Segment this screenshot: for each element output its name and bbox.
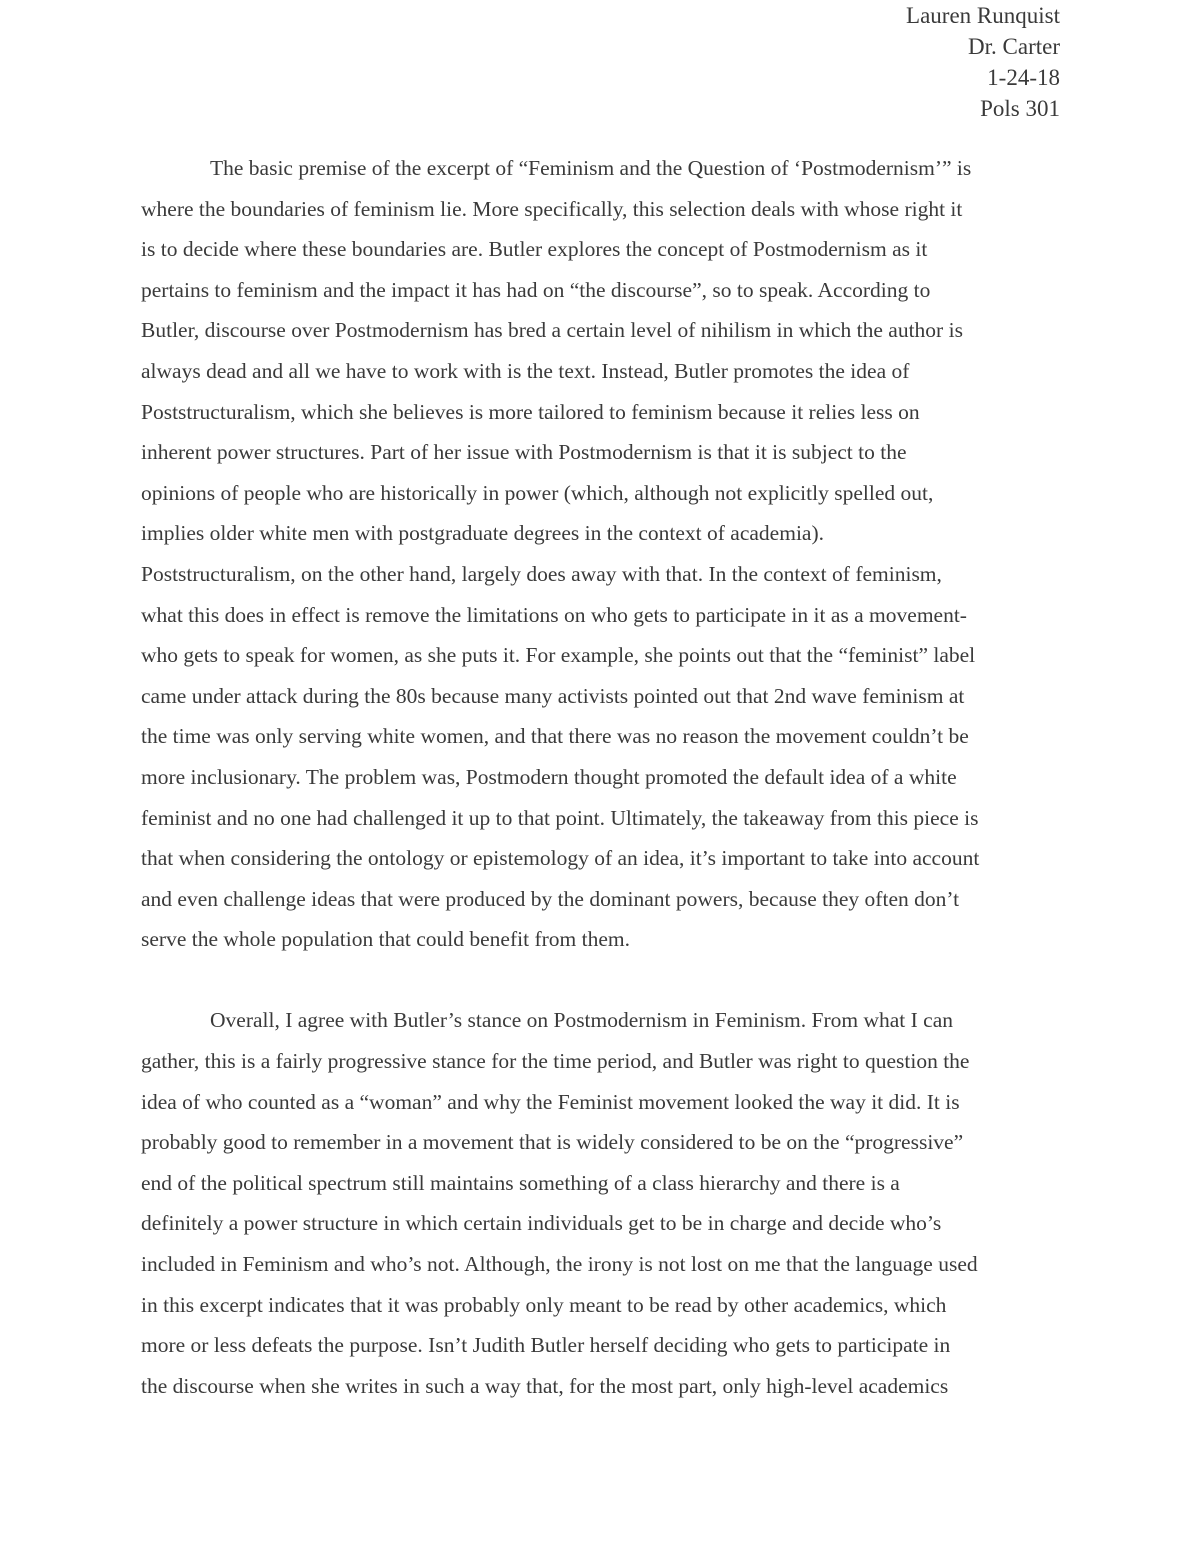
text-line: included in Feminism and who’s not. Although, the irony is not lost on me that the language used: [141, 1252, 978, 1277]
text-line: that when considering the ontology or epistemology of an idea, it’s important to take into account: [141, 846, 980, 871]
text-line: always dead and all we have to work with is the text. Instead, Butler promotes the idea of: [141, 358, 910, 383]
course-code: Pols 301: [980, 96, 1060, 121]
text-line: implies older white men with postgraduate degrees in the context of academia).: [141, 521, 824, 546]
text-line: end of the political spectrum still maintains something of a class hierarchy and there is a: [141, 1170, 900, 1195]
text-line: Poststructuralism, on the other hand, largely does away with that. In the context of feminism,: [141, 561, 942, 586]
text-line: gather, this is a fairly progressive stance for the time period, and Butler was right to question the: [141, 1049, 970, 1074]
essay-body: [141, 148, 1061, 1406]
paragraph-1: [141, 148, 1061, 960]
text-line: came under attack during the 80s because many activists pointed out that 2nd wave feminism at: [141, 683, 965, 708]
text-line: Butler, discourse over Postmodernism has bred a certain level of nihilism in which the author is: [141, 318, 963, 343]
text-line: pertains to feminism and the impact it has had on “the discourse”, so to speak. According to: [141, 277, 931, 302]
text-line: is to decide where these boundaries are. Butler explores the concept of Postmodernism as it: [141, 237, 928, 262]
text-line: the discourse when she writes in such a way that, for the most part, only high-level academics: [141, 1373, 949, 1398]
paragraph-2: [141, 1000, 1061, 1406]
text-line: inherent power structures. Part of her issue with Postmodernism is that it is subject to the: [141, 440, 907, 465]
text-line: the time was only serving white women, and that there was no reason the movement couldn’t be: [141, 724, 969, 749]
text-line: Poststructuralism, which she believes is more tailored to feminism because it relies less on: [141, 399, 920, 424]
instructor-name: Dr. Carter: [968, 34, 1060, 59]
text-line: opinions of people who are historically in power (which, although not explicitly spelled out,: [141, 480, 934, 505]
text-line: The basic premise of the excerpt of “Feminism and the Question of ‘Postmodernism’” is: [210, 156, 972, 180]
text-line: and even challenge ideas that were produced by the dominant powers, because they often don’t: [141, 886, 960, 911]
text-line: in this excerpt indicates that it was probably only meant to be read by other academics, which: [141, 1292, 947, 1317]
text-line: what this does in effect is remove the limitations on who gets to participate in it as a movement-: [141, 602, 967, 627]
text-line: who gets to speak for women, as she puts it. For example, she points out that the “feminist” label: [141, 643, 976, 668]
date: 1-24-18: [987, 65, 1060, 90]
text-line: Overall, I agree with Butler’s stance on Postmodernism in Feminism. From what I can: [210, 1008, 954, 1033]
header-block: [906, 0, 1060, 124]
text-line: serve the whole population that could benefit from them.: [141, 927, 630, 952]
text-line: where the boundaries of feminism lie. More specifically, this selection deals with whose right it: [141, 196, 963, 221]
text-line: definitely a power structure in which certain individuals get to be in charge and decide who’s: [141, 1211, 942, 1236]
text-line: feminist and no one had challenged it up to that point. Ultimately, the takeaway from this piece is: [141, 805, 979, 830]
paragraph-gap: [141, 960, 1061, 1001]
text-line: more inclusionary. The problem was, Postmodern thought promoted the default idea of a white: [141, 764, 957, 789]
text-line: idea of who counted as a “woman” and why the Feminist movement looked the way it did. It is: [141, 1089, 960, 1114]
text-line: more or less defeats the purpose. Isn’t Judith Butler herself deciding who gets to participate in: [141, 1333, 951, 1358]
author-name: Lauren Runquist: [906, 3, 1060, 28]
text-line: probably good to remember in a movement that is widely considered to be on the “progressive”: [141, 1130, 964, 1155]
